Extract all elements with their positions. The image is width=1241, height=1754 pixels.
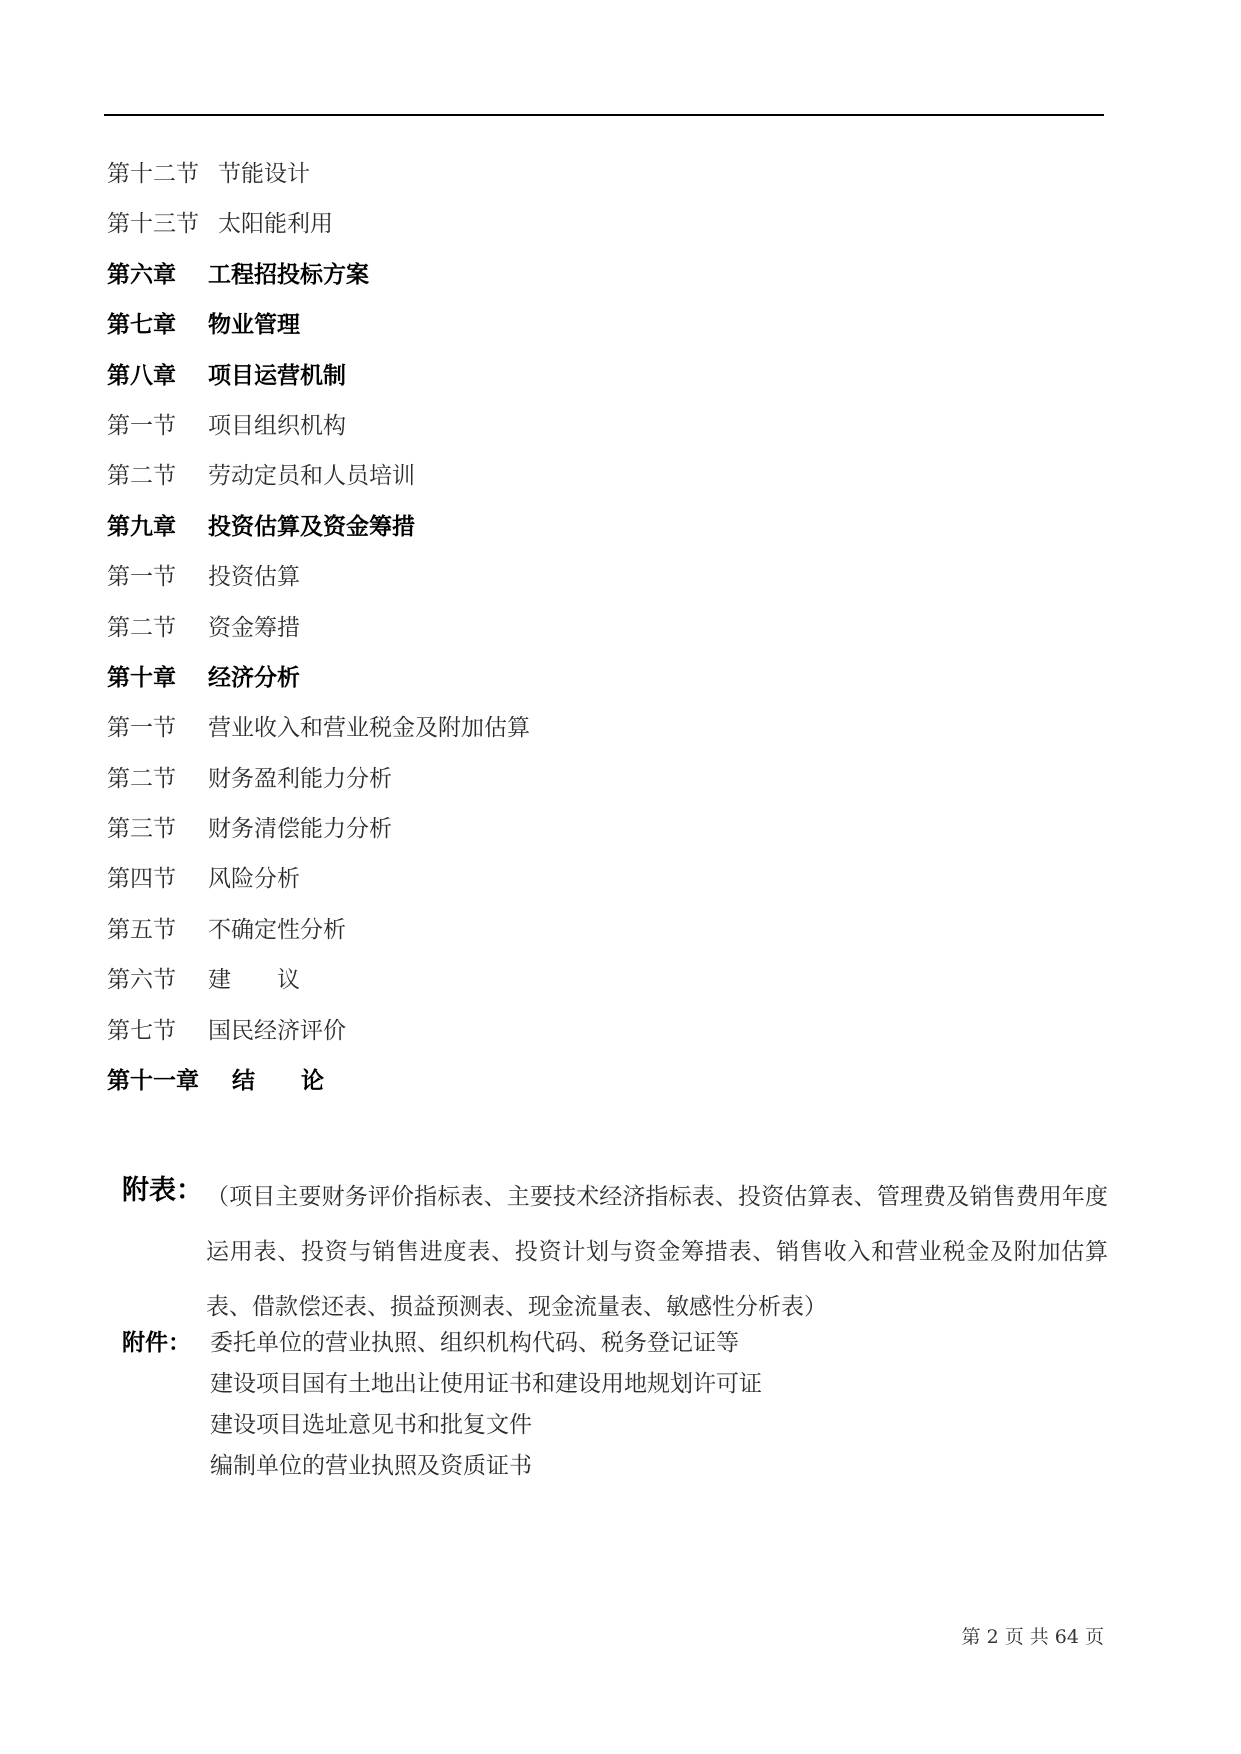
toc-title: 物业管理 <box>208 311 300 339</box>
toc-chapter <box>107 357 1107 407</box>
toc-title: 投资估算 <box>208 564 300 591</box>
toc-number: 第八章 <box>107 361 176 389</box>
toc-number: 第三节 <box>107 816 176 843</box>
attachment-item: 建设项目选址意见书和批复文件 <box>210 1412 532 1438</box>
toc-chapter <box>107 256 1107 306</box>
toc-number: 第二节 <box>107 765 176 792</box>
toc-section <box>107 407 1107 457</box>
page-number: 第 2 页 共 64 页 <box>961 1626 1104 1648</box>
toc-section <box>107 457 1107 507</box>
toc-section <box>107 155 1107 205</box>
toc-title: 建 议 <box>208 967 300 994</box>
toc-number: 第十三节 <box>107 211 199 238</box>
toc-title: 投资估算及资金筹措 <box>208 512 415 540</box>
attachment-item: 委托单位的营业执照、组织机构代码、税务登记证等 <box>210 1330 739 1356</box>
attachment-item: 建设项目国有土地出让使用证书和建设用地规划许可证 <box>210 1371 762 1397</box>
toc-chapter <box>107 306 1107 356</box>
toc-title: 财务盈利能力分析 <box>208 765 392 792</box>
toc-title: 太阳能利用 <box>218 211 333 238</box>
toc-title: 劳动定员和人员培训 <box>208 463 415 490</box>
toc-title: 节能设计 <box>218 161 310 187</box>
toc-section <box>107 609 1107 659</box>
toc-title: 结 论 <box>232 1067 324 1095</box>
toc-number: 第六章 <box>107 260 176 288</box>
toc-title: 风险分析 <box>208 866 300 893</box>
table-of-contents <box>107 155 1107 1112</box>
toc-section <box>107 760 1107 810</box>
attachment-item: 编制单位的营业执照及资质证书 <box>210 1453 532 1479</box>
toc-section <box>107 810 1107 860</box>
toc-number: 第五节 <box>107 916 176 943</box>
toc-section <box>107 1012 1107 1062</box>
toc-section <box>107 860 1107 910</box>
toc-section <box>107 961 1107 1011</box>
toc-title: 营业收入和营业税金及附加估算 <box>208 715 530 742</box>
toc-section <box>107 205 1107 255</box>
toc-number: 第十一章 <box>107 1067 199 1095</box>
toc-chapter <box>107 508 1107 558</box>
toc-number: 第四节 <box>107 866 176 893</box>
toc-title: 经济分析 <box>208 663 300 691</box>
toc-title: 财务清偿能力分析 <box>208 816 392 843</box>
toc-number: 第十章 <box>107 663 176 691</box>
toc-title: 项目运营机制 <box>208 361 346 389</box>
toc-number: 第一节 <box>107 715 176 742</box>
toc-chapter <box>107 1062 1107 1112</box>
toc-number: 第六节 <box>107 967 176 994</box>
attachments-list <box>210 1322 1090 1486</box>
toc-number: 第二节 <box>107 463 176 490</box>
attachments-label: 附件： <box>122 1329 191 1356</box>
toc-number: 第一节 <box>107 412 176 439</box>
appendix-label: 附表： <box>122 1175 203 1206</box>
toc-title: 项目组织机构 <box>208 412 346 439</box>
toc-title: 资金筹措 <box>208 614 300 641</box>
header-rule <box>104 114 1104 116</box>
toc-number: 第九章 <box>107 512 176 540</box>
toc-section <box>107 911 1107 961</box>
toc-title: 不确定性分析 <box>208 916 346 943</box>
toc-number: 第二节 <box>107 614 176 641</box>
toc-number: 第七章 <box>107 311 176 339</box>
appendix-text: （项目主要财务评价指标表、主要技术经济指标表、投资估算表、管理费及销售费用年度运用表、投资与销售进度表、投资计划与资金筹措表、销售收入和营业税金及附加估算表、借款偿还表、损益预测表、现金流量表、敏感性分析表） <box>206 1184 1108 1320</box>
toc-title: 工程招投标方案 <box>208 260 369 288</box>
toc-chapter <box>107 659 1107 709</box>
toc-section <box>107 558 1107 608</box>
toc-section <box>107 709 1107 759</box>
toc-title: 国民经济评价 <box>208 1017 346 1044</box>
toc-number: 第一节 <box>107 564 176 591</box>
toc-number: 第七节 <box>107 1017 176 1044</box>
toc-number: 第十二节 <box>107 161 199 187</box>
